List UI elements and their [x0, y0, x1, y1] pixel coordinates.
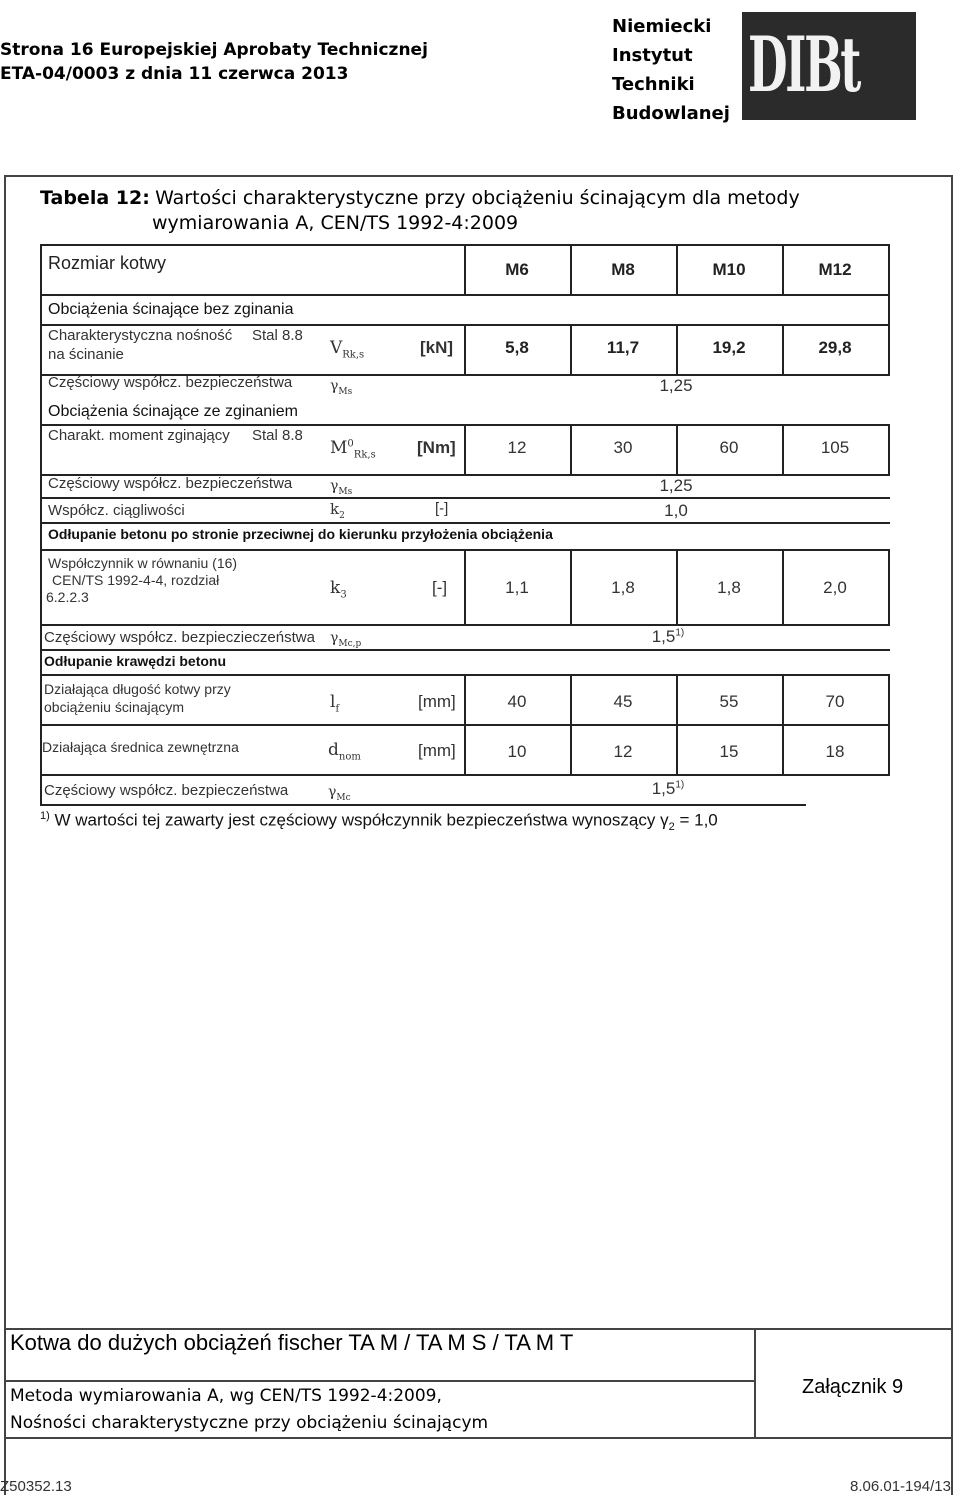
value-cell: 19,2 — [712, 338, 746, 357]
table-rule — [888, 424, 890, 474]
section-title: Obciążenia ścinające bez zginania — [48, 301, 294, 318]
footnote-text: W wartości tej zawarty jest częściowy współczynnik bezpieczeństwa wynoszący γ — [54, 810, 669, 830]
table-rule — [40, 244, 42, 806]
row-label: Częściowy współcz. bezpieczeństwa — [44, 782, 289, 799]
frame-border — [4, 175, 953, 177]
column-header: M6 — [505, 260, 529, 279]
section-title: Odłupanie betonu po stronie przeciwnej do kierunku przyłożenia obciążenia — [48, 526, 553, 542]
symbol: $\gamma_{Mc,p}$ — [330, 630, 362, 649]
column-header: M12 — [818, 260, 852, 279]
row-label: Współcz. ciągliwości — [48, 502, 185, 519]
header-page-line: Strona 16 Europejskiej Aprobaty Technicznej — [0, 40, 428, 60]
table-rule — [676, 424, 678, 474]
caption-text: wymiarowania A, CEN/TS 1992-4:2009 — [152, 212, 519, 234]
value-cell: 1,5$^{1)}$ — [651, 779, 685, 798]
footnote-mark: 1) — [40, 810, 50, 822]
institute-line: Budowlanej — [612, 103, 730, 124]
block-rule — [4, 1437, 951, 1439]
page-header — [0, 38, 560, 86]
value-cell: 105 — [820, 438, 850, 457]
value-cell: 12 — [613, 742, 633, 761]
logo-text: DIBt — [748, 20, 859, 109]
institute-name — [612, 12, 742, 128]
method-line: Nośności charakterystyczne przy obciążeniu ścinającym — [10, 1413, 489, 1433]
table-rule — [40, 522, 890, 524]
unit: [mm] — [418, 741, 456, 760]
header-eta-line: ETA-04/0003 z dnia 11 czerwca 2013 — [0, 64, 349, 84]
unit: [mm] — [418, 692, 456, 711]
unit: [Nm] — [417, 438, 456, 457]
table-rule — [40, 774, 890, 776]
footnote-tail: = 1,0 — [674, 810, 718, 830]
value-cell: 1,8 — [611, 578, 635, 597]
footnote-sub: 2 — [668, 821, 675, 834]
table-rule — [676, 244, 678, 294]
document-code: Z50352.13 — [0, 1478, 72, 1495]
value-cell: 10 — [507, 742, 527, 761]
table-rule — [570, 324, 572, 374]
value-cell: 12 — [507, 438, 527, 457]
table-rule — [40, 497, 890, 499]
unit: [-] — [432, 578, 448, 597]
annex-label: Załącznik 9 — [802, 1376, 904, 1398]
row-label: Częściowy współcz. bezpieczeństwa — [48, 475, 293, 492]
symbol: $\gamma_{Ms}$ — [330, 478, 353, 497]
value-cell: 2,0 — [823, 578, 847, 597]
method-line: Metoda wymiarowania A, wg CEN/TS 1992-4:2009, — [10, 1386, 442, 1406]
table-rule — [40, 649, 890, 651]
symbol: $k_2$ — [330, 500, 345, 521]
table-rule — [40, 294, 890, 296]
symbol: $d_{nom}$ — [328, 740, 361, 763]
value-cell: 1,5$^{1)}$ — [651, 627, 685, 646]
table-rule — [464, 244, 466, 294]
steel-grade: Stal 8.8 — [252, 427, 303, 444]
document-ref: 8.06.01-194/13 — [850, 1478, 951, 1495]
value-cell: 1,1 — [505, 578, 529, 597]
table-rule — [888, 549, 890, 624]
product-title: Kotwa do dużych obciążeń fischer TA M / TA M S / TA M T — [10, 1330, 574, 1355]
table-caption — [40, 186, 800, 236]
table-rule — [570, 244, 572, 294]
row-label: na ścinanie — [48, 346, 124, 363]
frame-border — [951, 175, 953, 1495]
row-label: Częściowy współcz. bezpieczeństwa — [48, 374, 293, 391]
value-cell: 55 — [719, 692, 739, 711]
table-rule — [782, 549, 784, 624]
table-rule — [570, 549, 572, 624]
value-cell: 45 — [613, 692, 633, 711]
symbol: $k_3$ — [330, 578, 347, 601]
section-title: Odłupanie krawędzi betonu — [44, 653, 227, 669]
size-label: Rozmiar kotwy — [48, 253, 167, 273]
table-rule — [40, 804, 806, 806]
shear-values-table — [40, 244, 890, 804]
table-rule — [464, 549, 466, 624]
table-rule — [888, 244, 890, 374]
unit: [-] — [435, 500, 449, 517]
value-cell: 70 — [825, 692, 845, 711]
table-rule — [676, 549, 678, 624]
row-label: Współczynnik w równaniu (16) — [48, 555, 238, 571]
institute-line: Techniki — [612, 74, 695, 95]
institute-line: Niemiecki — [612, 16, 712, 37]
table-rule — [40, 624, 890, 626]
value-cell: 1,25 — [659, 376, 693, 395]
value-cell: 15 — [719, 742, 739, 761]
table-rule — [40, 724, 890, 726]
row-label: Charakterystyczna nośność — [48, 327, 233, 344]
value-cell: 5,8 — [505, 338, 529, 357]
table-rule — [464, 424, 466, 474]
symbol: $\gamma_{Ms}$ — [330, 378, 353, 397]
value-cell: 18 — [825, 742, 845, 761]
value-cell: 40 — [507, 692, 527, 711]
column-header: M10 — [712, 260, 746, 279]
unit: [kN] — [420, 338, 454, 357]
symbol: $\gamma_{Mc}$ — [328, 784, 351, 803]
section-title: Obciążenia ścinające ze zginaniem — [48, 403, 298, 420]
table-rule — [782, 424, 784, 474]
symbol: $l_f$ — [330, 692, 340, 715]
row-label: 6.2.2.3 — [46, 589, 89, 605]
table-number: Tabela 12: — [40, 187, 150, 209]
table-rule — [464, 324, 466, 374]
row-label: CEN/TS 1992-4-4, rozdział — [52, 572, 220, 588]
column-header: M8 — [611, 260, 635, 279]
value-cell: 60 — [719, 438, 739, 457]
symbol: $M^0_{Rk,s}$ — [330, 438, 376, 461]
table-rule — [570, 424, 572, 474]
value-cell: 30 — [613, 438, 633, 457]
value-cell: 1,8 — [717, 578, 741, 597]
block-rule — [754, 1328, 756, 1438]
table-rule — [676, 324, 678, 374]
row-label: Charakt. moment zginający — [48, 427, 230, 444]
row-label: Działająca średnica zewnętrzna — [42, 739, 239, 755]
value-cell: 1,0 — [664, 501, 688, 520]
frame-border — [4, 175, 6, 1495]
institute-line: Instytut — [612, 45, 693, 66]
row-label: obciążeniu ścinającym — [44, 699, 185, 715]
table-rule — [782, 244, 784, 294]
dibt-logo — [742, 12, 916, 120]
value-cell: 11,7 — [606, 338, 640, 357]
steel-grade: Stal 8.8 — [252, 327, 303, 344]
table-rule — [782, 324, 784, 374]
value-cell: 29,8 — [818, 338, 852, 357]
row-label: Działająca długość kotwy przy — [44, 681, 231, 697]
block-rule — [4, 1380, 754, 1382]
row-label: Częściowy współcz. bezpieczieczeństwa — [44, 629, 315, 646]
symbol: $V_{Rk,s}$ — [330, 338, 365, 361]
footnote — [40, 810, 718, 833]
caption-text: Wartości charakterystyczne przy obciążeniu ścinającym dla metody — [155, 187, 800, 209]
value-cell: 1,25 — [659, 476, 693, 495]
